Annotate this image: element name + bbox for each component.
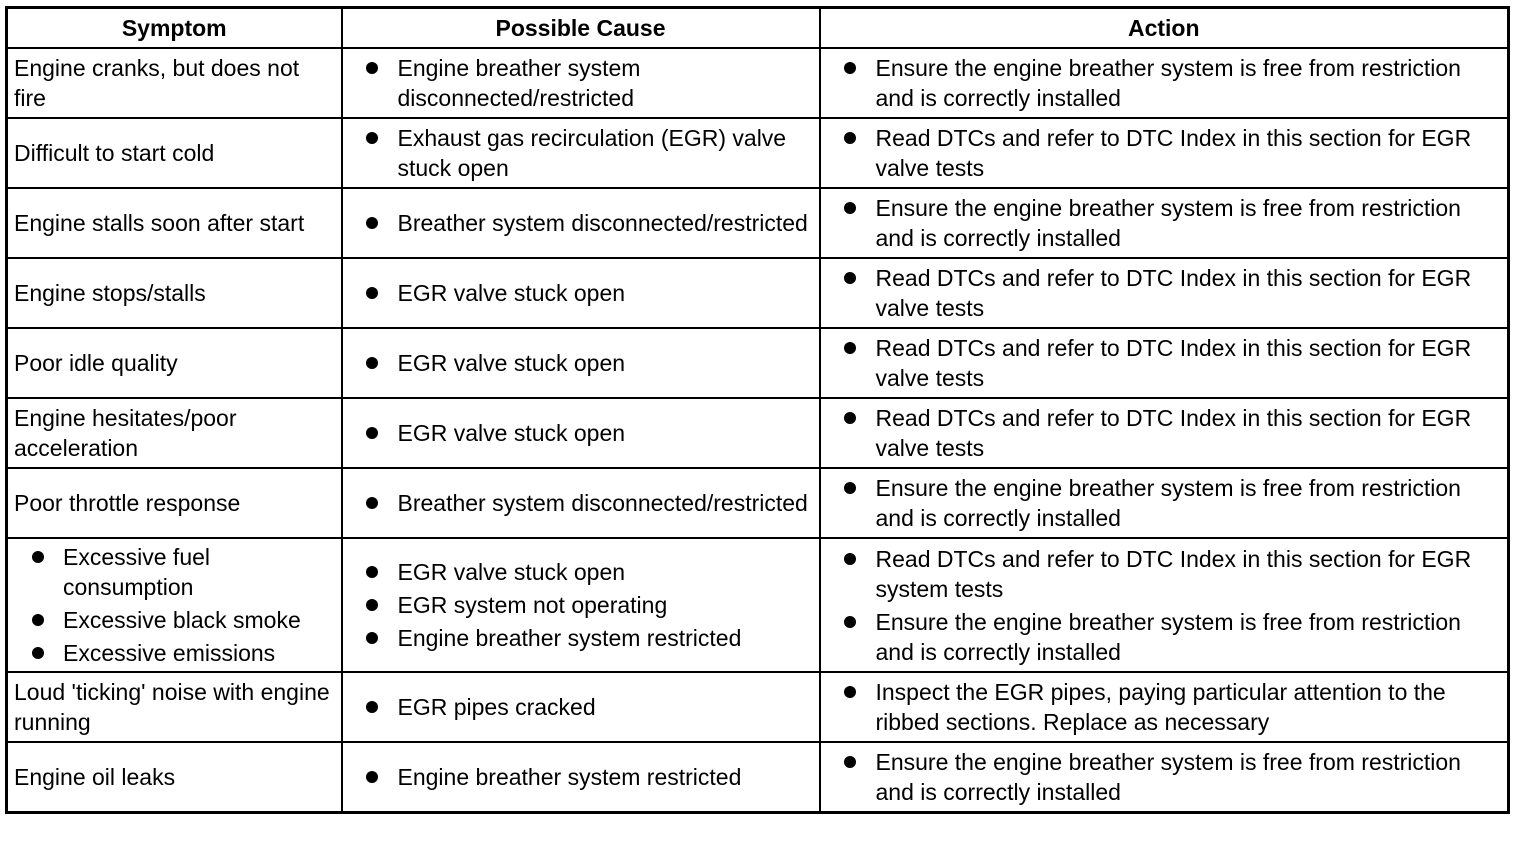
bullet-dot-icon: [366, 599, 378, 611]
table-row: [7, 328, 1509, 398]
bullet-dot-icon: [366, 632, 378, 644]
symptom-cell: [7, 48, 342, 118]
cause-item: [343, 590, 819, 620]
symptom-cell: [7, 328, 342, 398]
cause-text: EGR valve stuck open: [397, 420, 626, 446]
bullet-dot-icon: [844, 412, 856, 424]
bullet-dot-icon: [844, 272, 856, 284]
action-cell: [820, 538, 1509, 672]
action-cell: [820, 258, 1509, 328]
symptom-item: [8, 605, 341, 635]
header-possible-cause: Possible Cause: [342, 8, 820, 49]
action-text: Read DTCs and refer to DTC Index in this section for EGR valve tests: [875, 265, 1472, 321]
symptom-chart-table: [5, 6, 1510, 814]
action-cell: [820, 398, 1509, 468]
symptom-cell: [7, 118, 342, 188]
bullet-dot-icon: [844, 132, 856, 144]
symptom-text: Engine hesitates/poor acceleration: [14, 405, 237, 461]
cause-text: Breather system disconnected/restricted: [397, 210, 808, 236]
action-cell: [820, 328, 1509, 398]
action-text: Ensure the engine breather system is free from restriction and is correctly installed: [875, 608, 1461, 665]
bullet-dot-icon: [32, 614, 44, 626]
possible-cause-cell: [342, 48, 820, 118]
action-item: [821, 333, 1508, 393]
symptom-text: Loud 'ticking' noise with engine running: [14, 679, 330, 735]
possible-cause-cell: [342, 538, 820, 672]
cause-item: [343, 208, 819, 238]
cause-list: [343, 762, 819, 792]
action-cell: [820, 118, 1509, 188]
symptom-item: [8, 542, 341, 602]
action-item: [821, 747, 1508, 807]
cause-item: [343, 53, 819, 113]
bullet-dot-icon: [844, 342, 856, 354]
bullet-dot-icon: [366, 287, 378, 299]
bullet-dot-icon: [366, 771, 378, 783]
symptom-text: Poor throttle response: [14, 490, 241, 516]
action-text: Read DTCs and refer to DTC Index in this section for EGR system tests: [875, 545, 1472, 602]
action-cell: [820, 468, 1509, 538]
action-item: [821, 544, 1508, 604]
symptom-text: Engine oil leaks: [14, 763, 176, 790]
action-cell: [820, 742, 1509, 812]
table-row: [7, 258, 1509, 328]
symptom-cell: [7, 538, 342, 672]
cause-list: [343, 53, 819, 113]
cause-item: [343, 418, 819, 448]
action-text: Ensure the engine breather system is free from restriction and is correctly installed: [875, 55, 1461, 111]
action-text: Read DTCs and refer to DTC Index in this section for EGR valve tests: [875, 335, 1472, 391]
cause-text: Engine breather system disconnected/restricted: [397, 55, 641, 111]
cause-list: [343, 692, 819, 722]
action-item: [821, 403, 1508, 463]
symptom-cell: [7, 398, 342, 468]
bullet-dot-icon: [844, 616, 856, 628]
symptom-cell: [7, 742, 342, 812]
action-list: [821, 123, 1508, 183]
possible-cause-cell: [342, 672, 820, 742]
symptom-cell: [7, 258, 342, 328]
cause-text: Exhaust gas recirculation (EGR) valve stuck open: [397, 125, 787, 181]
cause-text: Breather system disconnected/restricted: [397, 490, 808, 516]
table-row: [7, 672, 1509, 742]
symptom-text: Excessive black smoke: [63, 607, 301, 633]
table-row: [7, 118, 1509, 188]
symptom-item: [8, 638, 341, 668]
possible-cause-cell: [342, 742, 820, 812]
bullet-dot-icon: [366, 357, 378, 369]
cause-list: [343, 123, 819, 183]
cause-item: [343, 123, 819, 183]
cause-list: [343, 557, 819, 653]
action-list: [821, 473, 1508, 533]
table-row: [7, 742, 1509, 812]
cause-item: [343, 278, 819, 308]
action-list: [821, 544, 1508, 667]
table-row: [7, 538, 1509, 672]
possible-cause-cell: [342, 258, 820, 328]
possible-cause-cell: [342, 468, 820, 538]
action-text: Read DTCs and refer to DTC Index in this section for EGR valve tests: [875, 405, 1472, 461]
cause-item: [343, 557, 819, 587]
symptom-cell: [7, 672, 342, 742]
symptom-text: Difficult to start cold: [14, 140, 215, 166]
action-text: Ensure the engine breather system is free from restriction and is correctly installed: [875, 195, 1461, 251]
header-symptom: Symptom: [7, 8, 342, 49]
action-item: [821, 263, 1508, 323]
symptom-list: [8, 542, 341, 668]
cause-item: [343, 692, 819, 722]
bullet-dot-icon: [844, 553, 856, 565]
header-action: Action: [820, 8, 1509, 49]
action-item: [821, 677, 1508, 737]
cause-item: [343, 488, 819, 518]
action-cell: [820, 188, 1509, 258]
table-row: [7, 468, 1509, 538]
bullet-dot-icon: [844, 202, 856, 214]
cause-text: EGR valve stuck open: [397, 280, 626, 306]
action-item: [821, 53, 1508, 113]
action-list: [821, 333, 1508, 393]
symptom-text: Excessive emissions: [63, 640, 276, 666]
bullet-dot-icon: [844, 62, 856, 74]
bullet-dot-icon: [366, 566, 378, 578]
table-row: [7, 188, 1509, 258]
symptom-cell: [7, 188, 342, 258]
possible-cause-cell: [342, 328, 820, 398]
symptom-text: Engine stops/stalls: [14, 280, 206, 306]
action-cell: [820, 672, 1509, 742]
symptom-cell: [7, 468, 342, 538]
action-text: Read DTCs and refer to DTC Index in this section for EGR valve tests: [875, 125, 1472, 181]
bullet-dot-icon: [844, 756, 856, 768]
bullet-dot-icon: [844, 686, 856, 698]
bullet-dot-icon: [366, 701, 378, 713]
cause-list: [343, 488, 819, 518]
bullet-dot-icon: [32, 647, 44, 659]
action-list: [821, 403, 1508, 463]
table-body: [7, 48, 1509, 812]
action-list: [821, 747, 1508, 807]
action-list: [821, 263, 1508, 323]
possible-cause-cell: [342, 398, 820, 468]
symptom-text: Engine cranks, but does not fire: [14, 55, 300, 111]
action-text: Inspect the EGR pipes, paying particular attention to the ribbed sections. Replace as necessary: [875, 679, 1446, 735]
cause-item: [343, 623, 819, 653]
action-item: [821, 123, 1508, 183]
cause-list: [343, 348, 819, 378]
cause-text: EGR valve stuck open: [397, 350, 626, 376]
cause-text: EGR valve stuck open: [397, 559, 626, 585]
action-text: Ensure the engine breather system is free from restriction and is correctly installed: [875, 475, 1461, 531]
action-list: [821, 53, 1508, 113]
symptom-text: Engine stalls soon after start: [14, 210, 305, 236]
action-text: Ensure the engine breather system is free from restriction and is correctly installed: [875, 748, 1461, 805]
possible-cause-cell: [342, 118, 820, 188]
cause-text: Engine breather system restricted: [397, 625, 742, 651]
action-item: [821, 193, 1508, 253]
action-item: [821, 607, 1508, 667]
cause-text: Engine breather system restricted: [397, 763, 742, 790]
cause-item: [343, 348, 819, 378]
symptom-text: Poor idle quality: [14, 350, 178, 376]
cause-text: EGR system not operating: [397, 592, 668, 618]
possible-cause-cell: [342, 188, 820, 258]
cause-list: [343, 418, 819, 448]
action-cell: [820, 48, 1509, 118]
bullet-dot-icon: [366, 217, 378, 229]
bullet-dot-icon: [844, 482, 856, 494]
action-list: [821, 193, 1508, 253]
bullet-dot-icon: [366, 132, 378, 144]
table-row: [7, 398, 1509, 468]
cause-text: EGR pipes cracked: [397, 694, 596, 720]
header-row: [7, 8, 1509, 49]
bullet-dot-icon: [366, 497, 378, 509]
bullet-dot-icon: [32, 551, 44, 563]
bullet-dot-icon: [366, 62, 378, 74]
action-item: [821, 473, 1508, 533]
cause-list: [343, 208, 819, 238]
bullet-dot-icon: [366, 427, 378, 439]
symptom-text: Excessive fuel consumption: [63, 544, 211, 600]
cause-list: [343, 278, 819, 308]
cause-item: [343, 762, 819, 792]
action-list: [821, 677, 1508, 737]
table-row: [7, 48, 1509, 118]
